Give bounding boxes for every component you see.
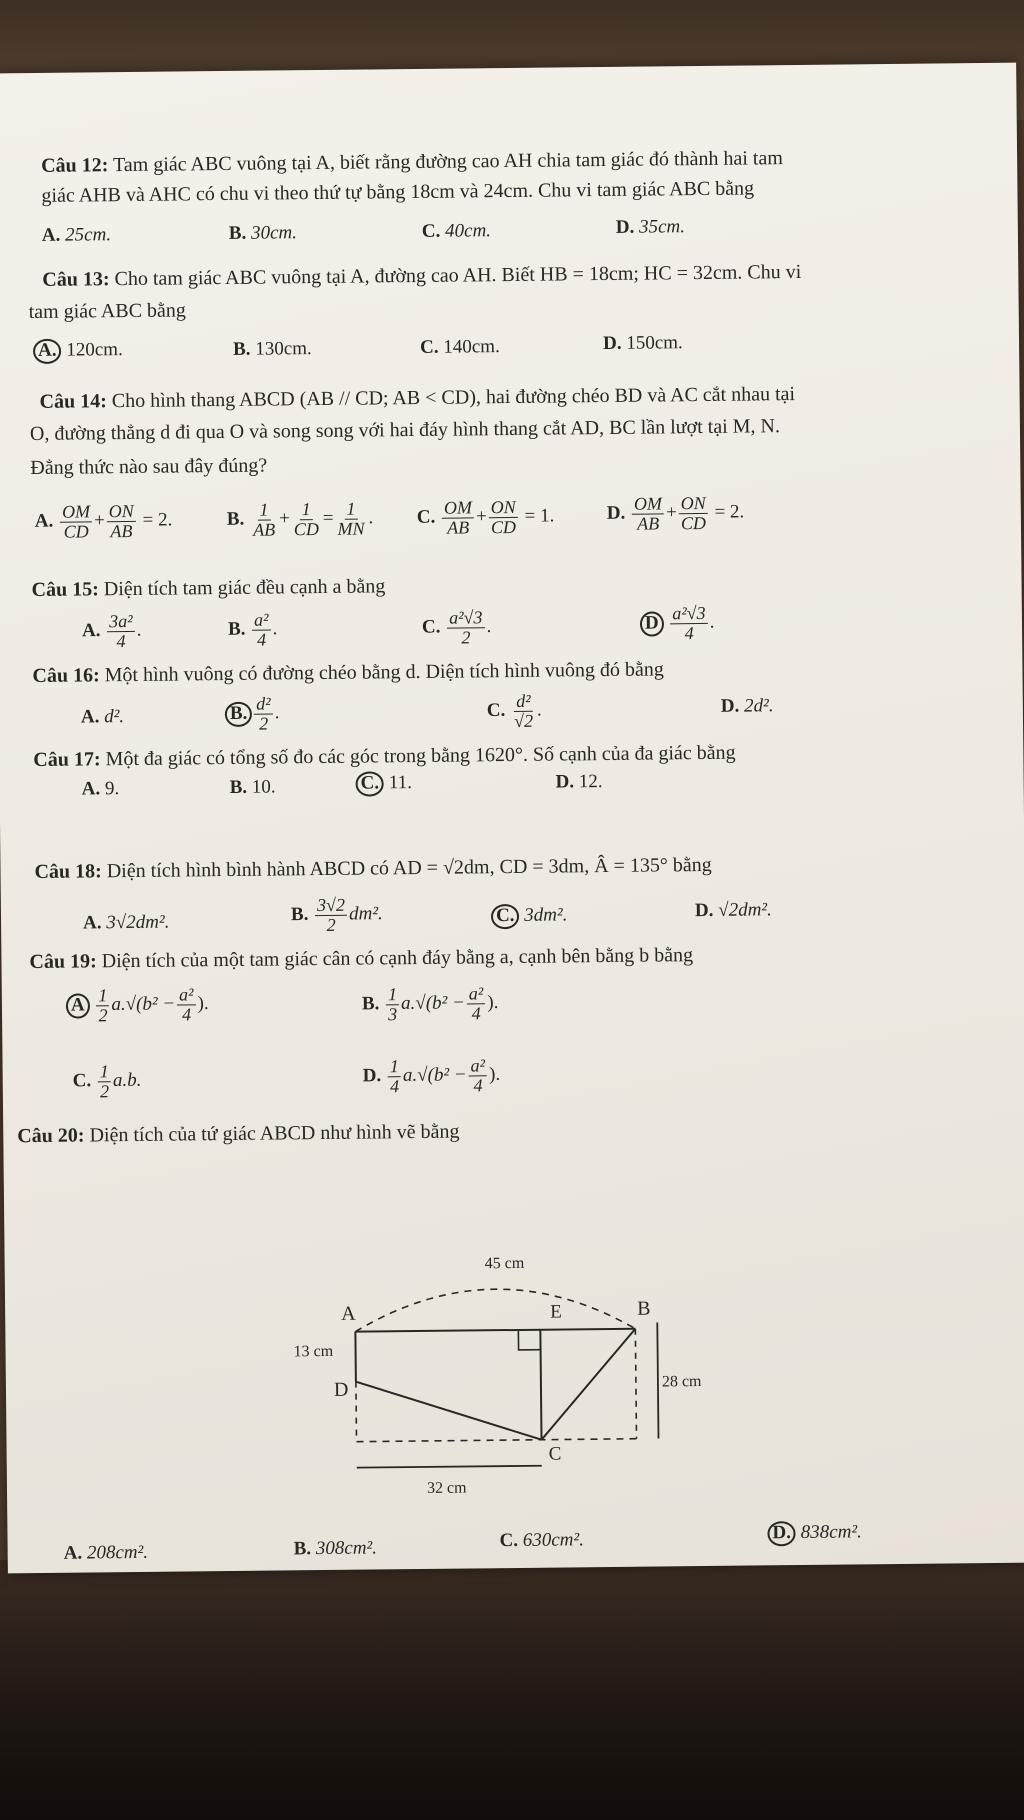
q14-option-b: B. $\frac{1}{AB}$ + $\frac{1}{CD}$ = $\frac{1}{MN}$ . [226, 498, 374, 540]
q13-line1: Câu 13: Cho tam giác ABC vuông tại A, đường cao AH. Biết HB = 18cm; HC = 32cm. Chu vi [42, 260, 802, 291]
bottom-dashed-line [357, 1439, 637, 1442]
side-ad [355, 1332, 356, 1382]
q13-option-b: B. 130cm. [232, 338, 312, 360]
q15-option-b: B. $\frac{\text{a²}}{4}$ . [227, 609, 278, 650]
q18-option-a: A. 3√2dm². [82, 911, 170, 934]
point-c-label: C [548, 1443, 562, 1465]
side-cb [540, 1329, 636, 1440]
q20-option-b: B. 308cm². [293, 1537, 378, 1560]
top-dimension-arc [355, 1288, 635, 1332]
q18-option-c: C. 3dm². [491, 903, 568, 929]
q16-option-d: D. 2d². [720, 695, 774, 717]
q19-option-a: A $\frac{1}{2}$ a.√(b² − $\frac{\text{a²}}{4}$ ). [66, 985, 209, 1025]
q19-option-c: C. $\frac{1}{2}$ a.b. [72, 1061, 142, 1102]
q17-option-b: B. 10. [229, 776, 276, 798]
point-e-label: E [550, 1301, 562, 1323]
bottom-length-label: 32 cm [426, 1479, 467, 1497]
point-b-label: B [637, 1297, 651, 1320]
q12-option-d: D. 35cm. [615, 216, 686, 238]
height-ec [540, 1330, 541, 1440]
left-dashed-extension [356, 1382, 357, 1442]
q20-option-a: A. 208cm². [63, 1541, 149, 1564]
q14-option-d: D. $\frac{OM}{AB}$ + $\frac{ON}{CD}$ = 2. [606, 492, 745, 534]
q20-line: Câu 20: Diện tích của tứ giác ABCD như hình vẽ bằng [17, 1120, 460, 1148]
q20-option-c: C. 630cm². [499, 1529, 585, 1552]
q19-line: Câu 19: Diện tích của một tam giác cân có cạnh đáy bằng a, cạnh bên bằng b bằng [29, 944, 694, 974]
right-angle-mark [518, 1330, 540, 1350]
q17-option-d: D. 12. [555, 771, 603, 793]
q15-option-a: A. $\frac{\text{3a²}}{4}$ . [81, 610, 142, 652]
q13-option-d: D. 150cm. [602, 332, 683, 355]
q19-option-b: B. $\frac{1}{3}$ a.√(b² − $\frac{\text{a²}}{4}$ ). [361, 983, 499, 1025]
q20-option-d: D. 838cm². [767, 1520, 862, 1546]
q16-option-c: C. $\frac{\text{d²}}{√2}$ . [486, 690, 542, 731]
q12-label: Câu 12: [41, 154, 109, 177]
q14-line2: O, đường thẳng d đi qua O và song song với hai đáy hình thang cắt AD, BC lần lượt tại M, N. [29, 415, 781, 446]
left-length-label: 13 cm [293, 1342, 334, 1361]
quadrilateral-figure [284, 1226, 707, 1510]
q14-line3: Đẳng thức nào sau đây đúng? [30, 454, 268, 480]
top-length-label: 45 cm [484, 1254, 525, 1273]
exam-paper [0, 63, 1024, 1574]
q15-option-d: D $\frac{\text{a²√3}}{4}$ . [640, 604, 715, 644]
point-d-label: D [333, 1378, 349, 1401]
q17-option-c: C. 11. [356, 771, 413, 796]
q18-line: Câu 18: Diện tích hình bình hành ABCD có AD = √2dm, CD = 3dm, Â = 135° bằng [34, 853, 712, 884]
point-a-label: A [341, 1302, 356, 1325]
right-dimension-line [657, 1323, 658, 1439]
q17-line: Câu 17: Một đa giác có tổng số đo các góc trong bằng 1620°. Số cạnh của đa giác bằng [33, 741, 736, 772]
side-ab [355, 1329, 635, 1332]
q13-option-c: C. 140cm. [419, 336, 500, 358]
q16-option-b: B. $\frac{\text{d²}}{2}$ . [225, 694, 280, 733]
q12-option-b: B. 30cm. [228, 222, 298, 244]
q12-line1 [41, 147, 783, 178]
q14-option-c: C. $\frac{OM}{AB}$ + $\frac{ON}{CD}$ = 1. [416, 496, 555, 538]
bottom-dimension-line [357, 1466, 542, 1468]
q15-line: Câu 15: Diện tích tam giác đều cạnh a bằng [31, 575, 386, 602]
q13-line2: tam giác ABC bằng [28, 299, 186, 324]
q12-option-a: A. 25cm. [41, 224, 112, 246]
q14-option-a: A. $\frac{OM}{CD}$ + $\frac{ON}{AB}$ = 2. [34, 500, 173, 542]
q16-line: Câu 16: Một hình vuông có đường chéo bằng d. Diện tích hình vuông đó bằng [32, 658, 664, 688]
q18-option-b: B. $\frac{3√2}{2}$ dm². [290, 894, 383, 935]
q13-option-a: A. 120cm. [33, 338, 123, 364]
background-bottom [0, 1560, 1024, 1820]
q12-line2: giác AHB và AHC có chu vi theo thứ tự bằng 18cm và 24cm. Chu vi tam giác ABC bằng [41, 177, 755, 207]
q19-option-d: D. $\frac{1}{4}$ a.√(b² − $\frac{\text{a²}}{4}$ ). [362, 1055, 501, 1097]
q12-option-c: C. 40cm. [421, 220, 492, 242]
q15-option-c: C. $\frac{\text{a²√3}}{2}$ . [421, 607, 492, 648]
side-dc [356, 1380, 542, 1442]
right-dashed-line [635, 1329, 636, 1439]
right-length-label: 28 cm [661, 1373, 702, 1391]
q18-option-d: D. √2dm². [694, 899, 772, 922]
q12-text1: Tam giác ABC vuông tại A, biết rằng đường cao AH chia tam giác đó thành hai tam [112, 147, 783, 177]
q16-option-a: A. d². [80, 706, 125, 728]
q17-option-a: A. 9. [81, 778, 120, 800]
q14-line1: Câu 14: Cho hình thang ABCD (AB // CD; AB < CD), hai đường chéo BD và AC cắt nhau tại [39, 383, 796, 413]
